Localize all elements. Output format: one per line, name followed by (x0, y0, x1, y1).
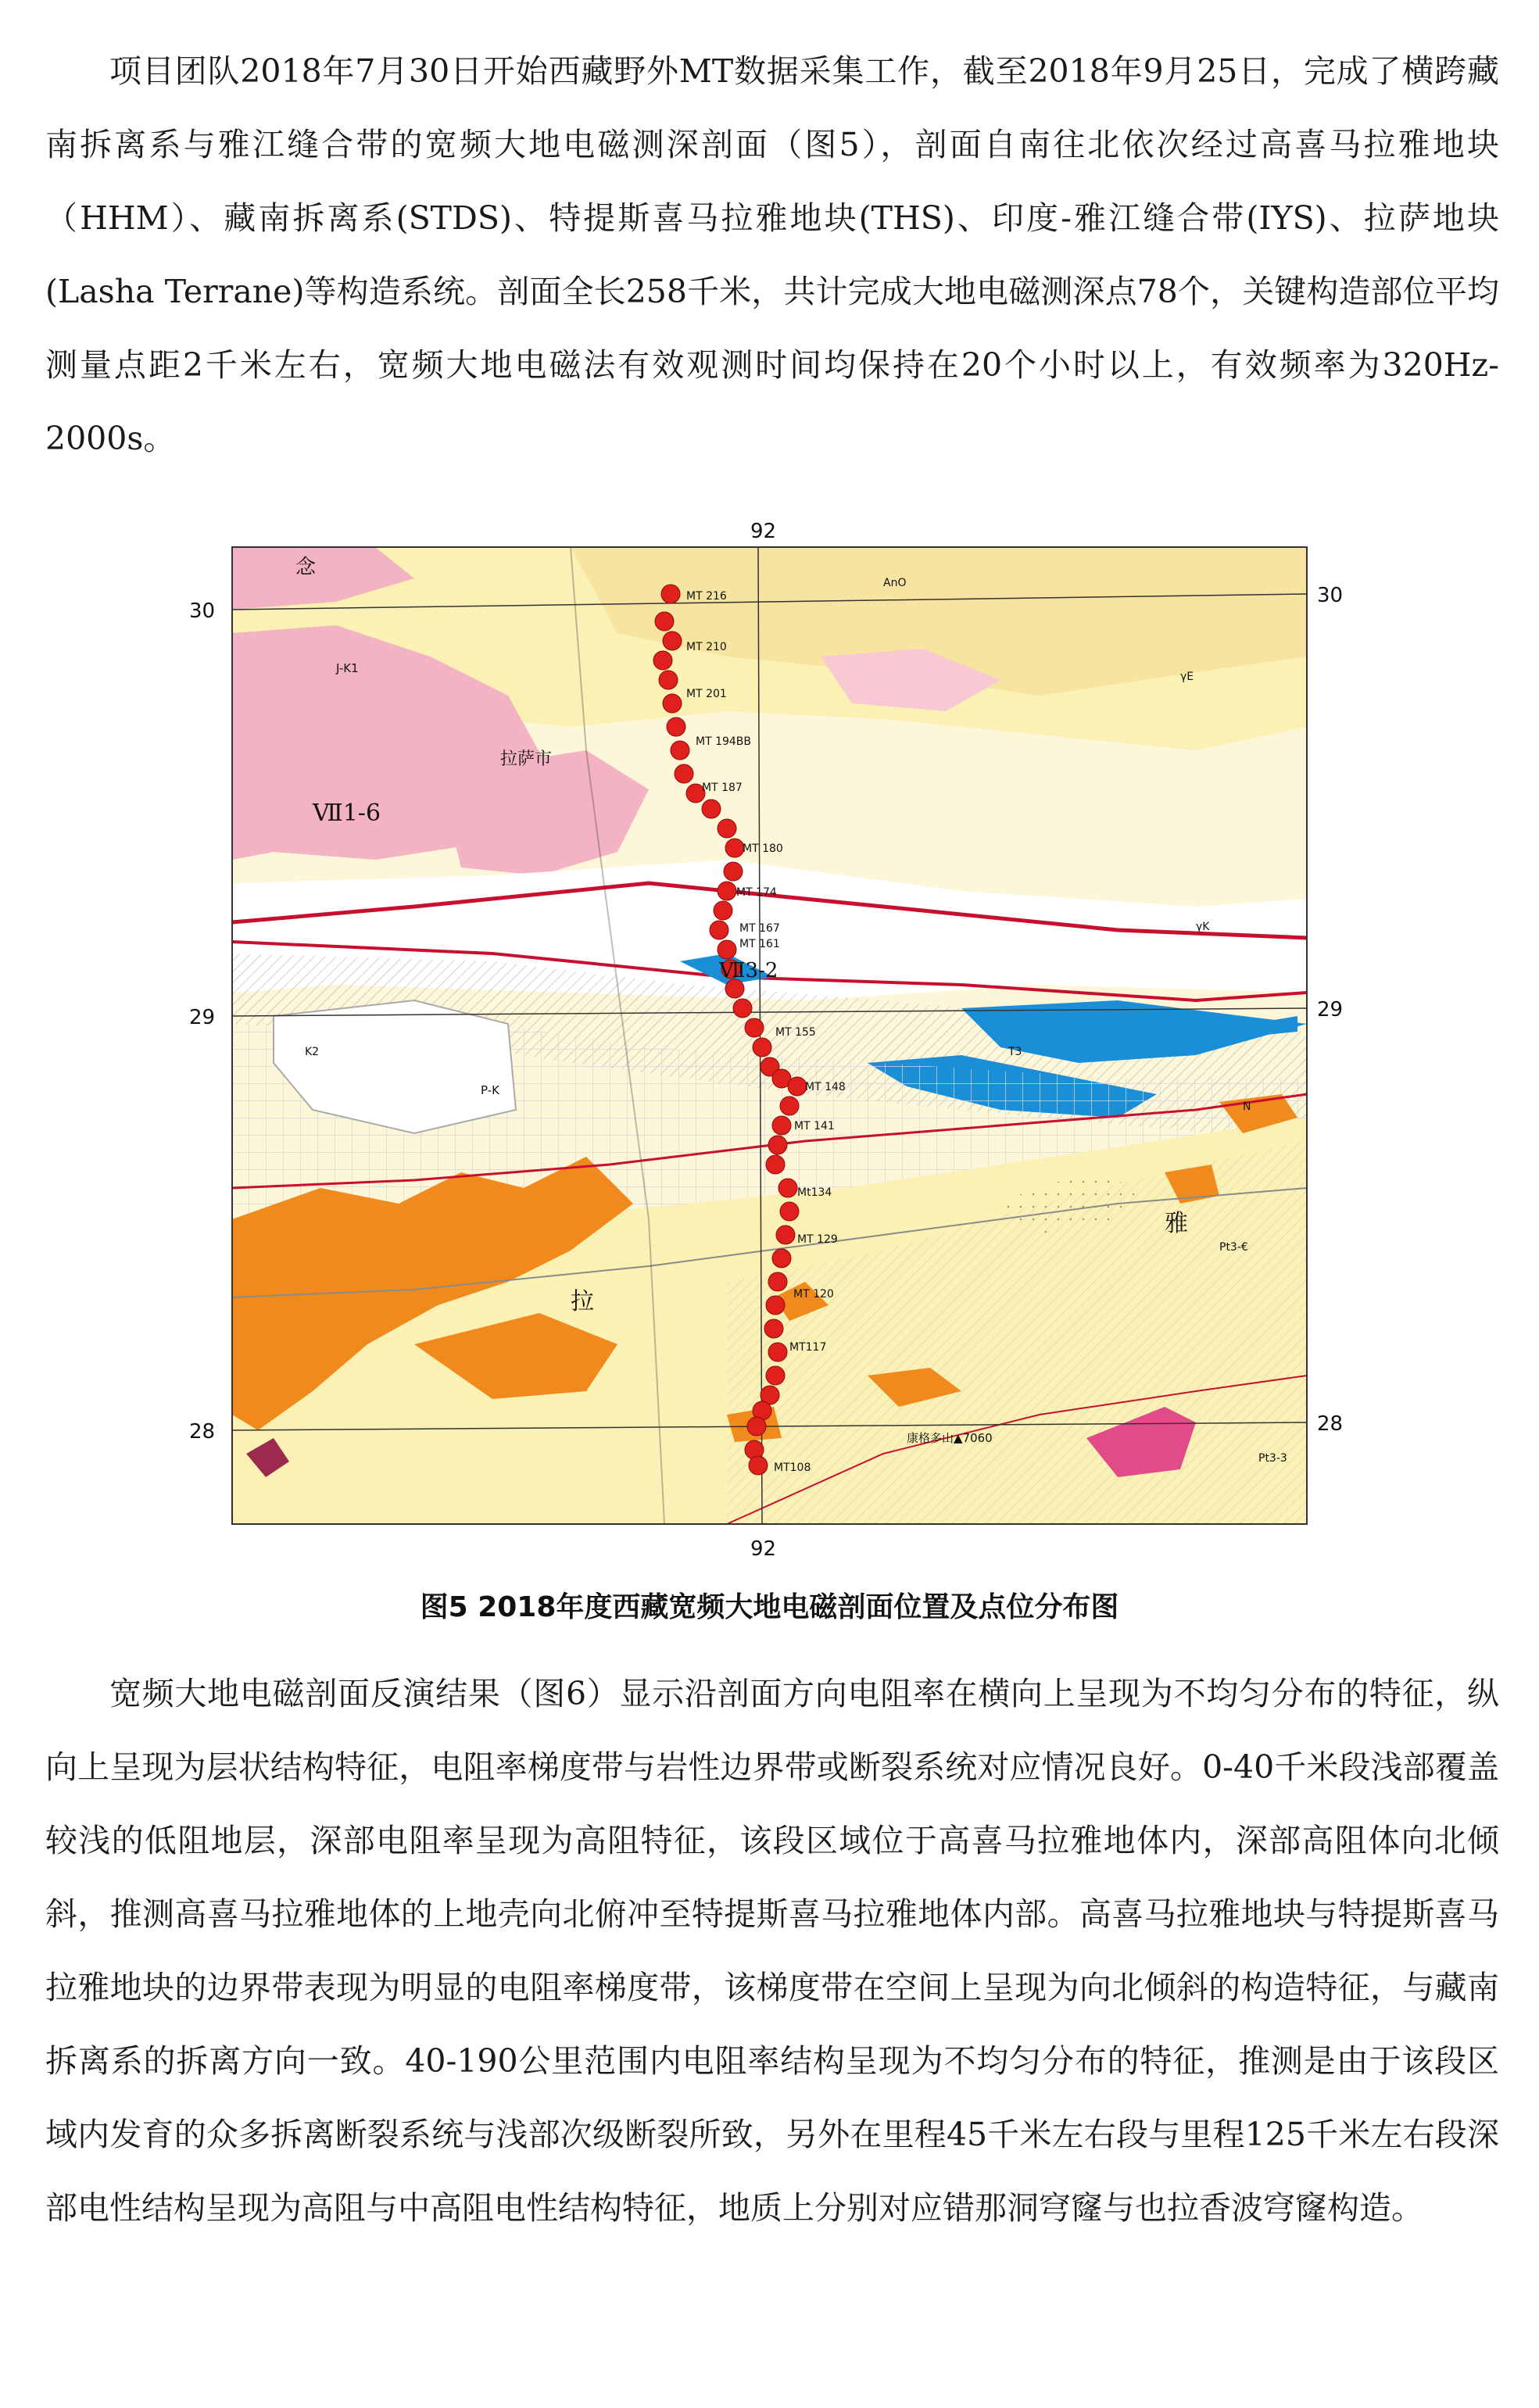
station-label: MT 141 (794, 1120, 835, 1132)
latitude-label-right: 30 (1317, 584, 1344, 607)
unit-label: γE (1180, 671, 1194, 683)
unit-label: K2 (305, 1046, 320, 1058)
unit-label: T3 (1008, 1046, 1022, 1058)
latitude-label-right: 28 (1317, 1412, 1344, 1436)
station-label: MT 180 (743, 843, 783, 855)
station-label: MT 129 (797, 1233, 838, 1246)
intro-paragraph: 项目团队2018年7月30日开始西藏野外MT数据采集工作，截至2018年9月25日，完成了横跨藏南拆离系与雅江缝合带的宽频大地电磁测深剖面（图5），剖面自南往北依次经过高喜马拉雅地块（HHM）、藏南拆离系(STDS)、特提斯喜马拉雅地块(THS)、印度-雅江缝合带(IYS)、拉萨地块(Lasha Terrane)等构造系统。剖面全长258千米，共计完成大地电磁测深点78个，关键构造部位平均测量点距2千米左右，宽频大地电磁法有效观测时间均保持在20个小时以上，有效频率为320Hz-2000s。 (45, 52, 1499, 457)
latitude-label-left: 28 (189, 1420, 216, 1444)
station-dot (661, 585, 680, 603)
unit-label: Ⅶ3-2 (719, 959, 778, 982)
station-label: MT 216 (686, 590, 727, 603)
station-label: MT 194BB (696, 735, 752, 748)
station-label: Mt134 (797, 1186, 832, 1199)
station-label: MT 120 (793, 1288, 834, 1301)
latitude-label-right: 29 (1317, 998, 1344, 1022)
station-label: MT 187 (702, 782, 743, 794)
city-label: 拉萨市 (500, 750, 553, 769)
figure-caption: 图5 2018年度西藏宽频大地电磁剖面位置及点位分布图 (420, 1591, 1119, 1623)
unit-label: P-K (481, 1083, 499, 1097)
station-label: MT 210 (686, 641, 727, 653)
results-paragraph: 宽频大地电磁剖面反演结果（图6）显示沿剖面方向电阻率在横向上呈现为不均匀分布的特征，纵向上呈现为层状结构特征，电阻率梯度带与岩性边界带或断裂系统对应情况良好。0-40千米段浅部覆盖较浅的低阻地层，深部电阻率呈现为高阻特征，该段区域位于高喜马拉雅地体内，深部高阻体向北倾斜，推测高喜马拉雅地体的上地壳向北俯冲至特提斯喜马拉雅地体内部。高喜马拉雅地块与特提斯喜马拉雅地块的边界带表现为明显的电阻率梯度带，该梯度带在空间上呈现为向北倾斜的构造特征，与藏南拆离系的拆离方向一致。40-190公里范围内电阻率结构呈现为不均匀分布的特征，推测是由于该段区域内发育的众多拆离断裂系统与浅部次级断裂所致，另外在里程45千米左右段与里程125千米左右段深部电性结构呈现为高阻与中高阻电性结构特征，地质上分别对应错那洞穹窿与也拉香波穹窿构造。 (45, 1675, 1499, 2227)
unit-label: γK (1196, 921, 1210, 933)
latitude-label-left: 29 (189, 1006, 216, 1029)
unit-label: Ⅶ1-6 (313, 800, 381, 827)
station-label: MT 201 (686, 688, 727, 700)
unit-label: J-K1 (336, 661, 359, 675)
station-label: MT 167 (739, 922, 780, 935)
place-label: 雅 (1165, 1210, 1188, 1237)
geologic-map-figure (180, 516, 1344, 1579)
station-label: MT108 (774, 1462, 811, 1474)
unit-label: AnO (883, 577, 907, 589)
unit-label: Pt3-€ (1219, 1241, 1248, 1254)
mountain-label: 康格多山▲7060 (907, 1431, 993, 1445)
place-label: 拉 (571, 1288, 594, 1315)
station-label: MT117 (789, 1341, 827, 1354)
station-label: MT 161 (739, 938, 780, 950)
place-label: 念 (295, 556, 317, 579)
station-label: MT 155 (775, 1026, 816, 1039)
unit-label: Pt3-3 (1258, 1452, 1287, 1465)
station-label: MT 148 (805, 1081, 846, 1093)
unit-label: N (1243, 1100, 1251, 1113)
longitude-label-top: 92 (750, 520, 777, 543)
latitude-label-left: 30 (189, 599, 216, 623)
station-label: MT 174 (736, 886, 777, 899)
longitude-label-bottom: 92 (750, 1537, 777, 1561)
